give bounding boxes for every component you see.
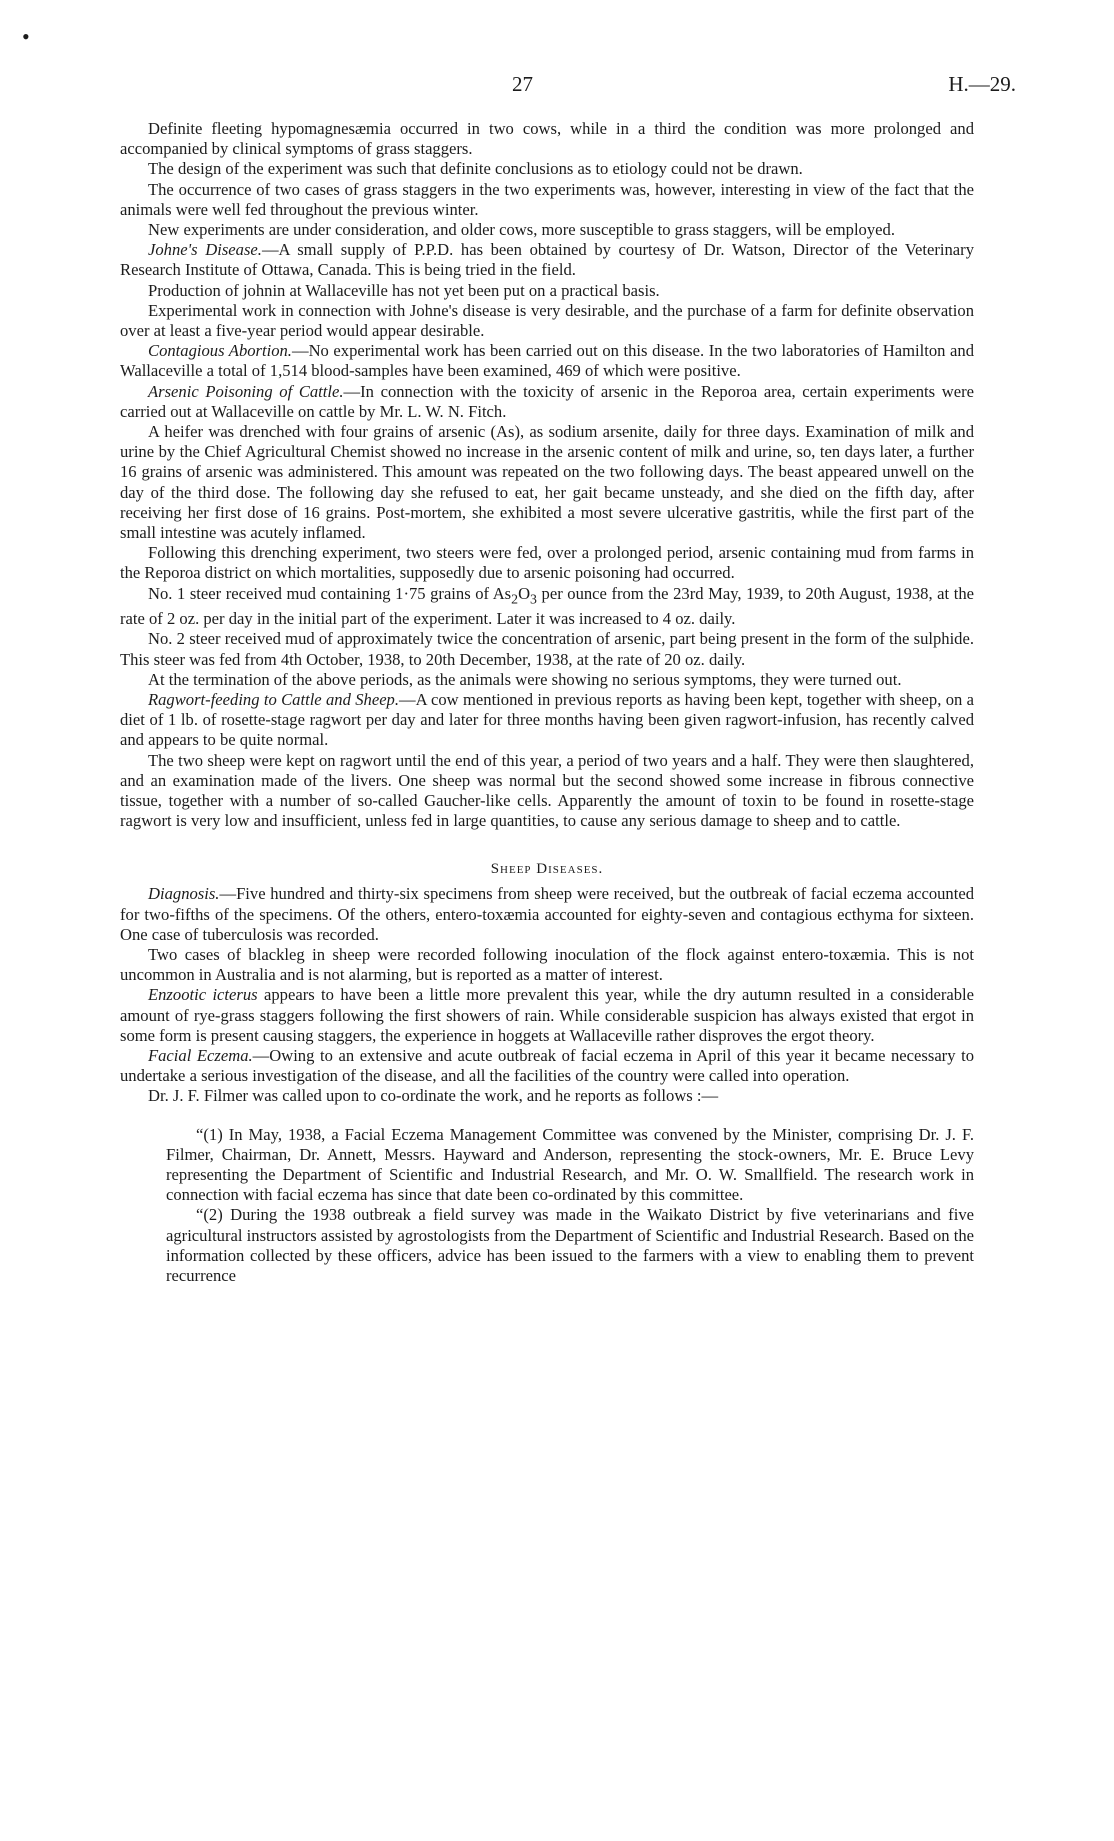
ragwort-feeding-paragraph [120, 690, 974, 751]
paragraph-text: —No experimental work has been carried out on this disease. In the two laboratories of Hamilton and Wallaceville a total of 1,514 blood-samples have been examined, 469 of which were positive. [120, 341, 975, 381]
section-title: Ragwort-feeding to Cattle and Sheep. [148, 690, 400, 709]
paragraph-text: —A small supply of P.P.D. has been obtained by courtesy of Dr. Watson, Director of the Veterinary Research Institute of Ottawa, Canada. This is being tried in the field. [120, 240, 974, 280]
document-body [120, 119, 974, 1286]
document-code: H.—29. [948, 72, 1016, 96]
paragraph: The two sheep were kept on ragwort until the end of this year, a period of two years and a half. They were then slaughtered, and an examination made of the livers. One sheep was normal but the second showed some increase in fibrous connective tissue, together with a number of so-called Gaucher-like cells. Apparently the amount of toxin to be found in rosette-stage ragwort is very low and insufficient, unless fed in large quantities, to cause any serious damage to sheep and to cattle. [120, 750, 974, 831]
paragraph-text: No. 1 steer received mud containing 1·75 grains of As [148, 583, 512, 603]
page-number: 27 [512, 72, 533, 96]
paragraph-text: —Owing to an extensive and acute outbreak of facial eczema in April of this year it became necessary to undertake a serious investigation of the disease, and all the facilities of the country were called into operation. [120, 1046, 974, 1086]
quote-paragraph: “(2) During the 1938 outbreak a field survey was made in the Waikato District by five veterinarians and five agricultural instructors assisted by agrostologists from the Department of Scientific and Industrial Research. Based on the information collected by these officers, advice has been issued to the farmers with a view to enabling them to prevent recurrence [166, 1205, 974, 1286]
subscript: 2 [511, 590, 519, 606]
section-title: Johne's Disease. [148, 240, 262, 260]
paragraph-text: O [518, 583, 531, 603]
contagious-abortion-paragraph [120, 341, 974, 381]
section-title: Facial Eczema. [148, 1046, 253, 1066]
paragraph: Dr. J. F. Filmer was called upon to co-ordinate the work, and he reports as follows :— [148, 1086, 719, 1106]
diagnosis-paragraph [120, 884, 974, 945]
subscript: 3 [530, 590, 537, 606]
paragraph-text: —A cow mentioned in previous reports as having been kept, together with sheep, on a diet of 1 lb. of rosette-stage ragwort per day and later for three months having been given ragwort-infusion, has recently calved and appears to be quite normal. [120, 690, 974, 750]
paragraph: The design of the experiment was such that definite conclusions as to etiology could not be drawn. [148, 159, 803, 179]
paragraph: Production of johnin at Wallaceville has not yet been put on a practical basis. [148, 280, 660, 300]
quote-paragraph: “(1) In May, 1938, a Facial Eczema Management Committee was convened by the Minister, comprising Dr. J. F. Filmer, Chairman, Dr. Annett, Messrs. Hayward and Anderson, representing the stock-owners, Mr. E. Bruce Levy representing the Department of Scientific and Industrial Research, and Mr. O. W. Smallfield. The research work in connection with facial eczema has since that date been co-ordinated by this committee. [166, 1124, 974, 1205]
paragraph: The occurrence of two cases of grass staggers in the two experiments was, however, interesting in view of the fact that the animals were well fed throughout the previous winter. [120, 179, 974, 219]
section-title: Arsenic Poisoning of Cattle. [148, 381, 344, 401]
section-title: Diagnosis. [148, 884, 220, 904]
paragraph-text: per ounce from the 23rd May, 1939, to 20th August, 1938, at the rate of 2 oz. per day in the initial part of the experiment. Later it was increased to 4 oz. daily. [120, 583, 974, 629]
paragraph: At the termination of the above periods, as the animals were showing no serious symptoms, they were turned out. [148, 669, 902, 689]
paragraph: Two cases of blackleg in sheep were recorded following inoculation of the flock against entero-toxæmia. This is not uncommon in Australia and is not alarming, but is reported as a matter of interest. [120, 945, 974, 985]
section-title: Contagious Abortion. [148, 341, 292, 361]
paragraph: A heifer was drenched with four grains of arsenic (As), as sodium arsenite, daily for three days. Examination of milk and urine by the Chief Agricultural Chemist showed no increase in the arsenic content of milk and urine, so, ten days later, a further 16 grains of arsenic was administered. This amount was repeated on the two following days. The beast appeared unwell on the day of the third dose. The following day she refused to eat, her gait became unsteady, and she died on the fifth day, after receiving her first dose of 16 grains. Post-mortem, she exhibited a most severe ulcerative gastritis, while the first part of the small intestine was acutely inflamed. [120, 422, 974, 543]
paragraph: Experimental work in connection with Johne's disease is very desirable, and the purchase of a farm for definite observation over at least a five-year period would appear desirable. [120, 300, 974, 341]
section-heading: Sheep Diseases. [490, 861, 604, 878]
enzootic-icterus-paragraph [120, 985, 974, 1046]
margin-mark: • [22, 24, 30, 49]
steer-1-paragraph [120, 584, 974, 630]
paragraph: New experiments are under consideration, and older cows, more susceptible to grass staggers, will be employed. [148, 220, 895, 240]
paragraph: No. 2 steer received mud of approximately twice the concentration of arsenic, part being present in the form of the sulphide. This steer was fed from 4th October, 1938, to 20th December, 1938, at the rate of 20 oz. daily. [120, 629, 974, 669]
page-header [0, 24, 1114, 100]
johnes-disease-paragraph [120, 240, 974, 280]
quoted-report [166, 1125, 974, 1287]
paragraph: Definite fleeting hypomagnesæmia occurred in two cows, while in a third the condition was more prolonged and accompanied by clinical symptoms of grass staggers. [120, 119, 974, 159]
paragraph-text: —Five hundred and thirty-six specimens from sheep were received, but the outbreak of facial eczema accounted for two-fifths of the specimens. Of the others, entero-toxæmia accounted for eighty-seven and contagious ecthyma for sixteen. One case of tuberculosis was recorded. [120, 884, 974, 944]
paragraph-text: appears to have been a little more prevalent this year, while the dry autumn resulted in a considerable amount of rye-grass staggers following the first showers of rain. While considerable suspicion has always existed that ergot in some form is present causing staggers, the experience in hoggets at Wallaceville rather disproves the ergot theory. [120, 985, 974, 1045]
section-title: Enzootic icterus [148, 985, 258, 1005]
paragraph-text: —In connection with the toxicity of arsenic in the Reporoa area, certain experiments were carried out at Wallaceville on cattle by Mr. L. W. N. Fitch. [120, 381, 974, 421]
paragraph: Following this drenching experiment, two steers were fed, over a prolonged period, arsenic containing mud from farms in the Reporoa district on which mortalities, supposedly due to arsenic poisoning had occurred. [120, 543, 974, 583]
arsenic-poisoning-paragraph [120, 382, 974, 422]
facial-eczema-paragraph [120, 1046, 974, 1086]
